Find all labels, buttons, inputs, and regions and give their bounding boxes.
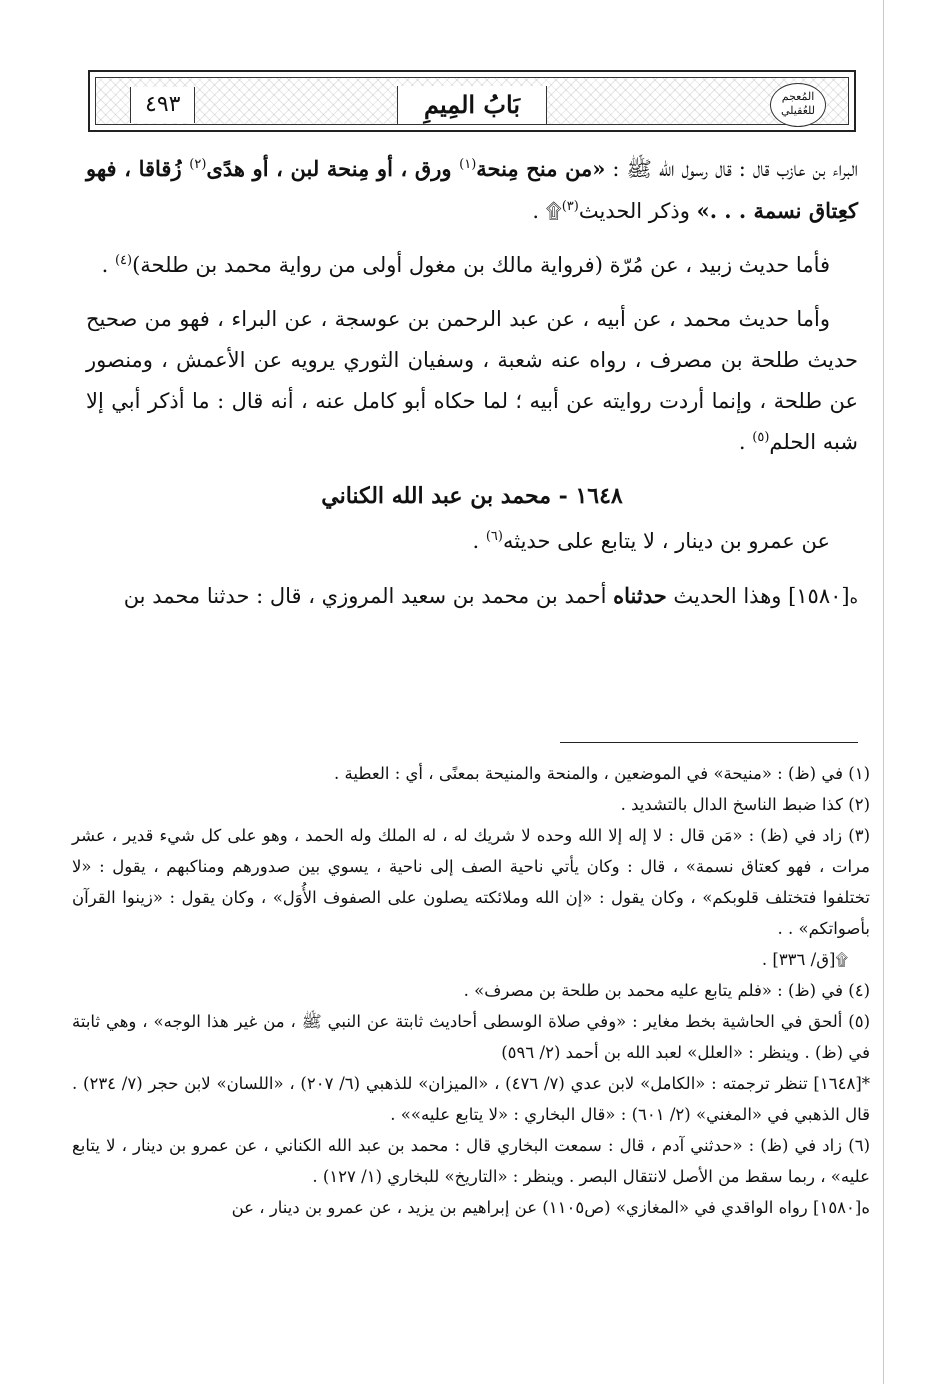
footnote-ref: (١)	[459, 157, 477, 172]
footnote-ref: (٦)	[485, 529, 503, 544]
entry-heading: ١٦٤٨ - محمد بن عبد الله الكناني	[321, 483, 623, 509]
footnote-5: (٥) ألحق في الحاشية بخط مغاير : «وفي صلاة الوسطى أحاديث ثابتة عن النبي ﷺ ، من غير هذا الوجه» ، وهي ثابتة في (ظ) . وينظر : «العلل» لعبد الله بن أحمد (٢/ ٥٩٦)	[72, 1012, 870, 1062]
footnote-4: (٤) في (ظ) : «فلم يتابع عليه محمد بن طلحة بن مصرف» .	[463, 981, 870, 1000]
footnotes	[72, 758, 870, 1223]
paragraph-4: عن عمرو بن دينار ، لا يتابع على حديثه$^{(٦)}$ .	[472, 529, 830, 553]
footnote-2: (٢) كذا ضبط الناسخ الدال بالتشديد .	[620, 795, 870, 814]
footnote-1648: *[١٦٤٨] تنظر ترجمته : «الكامل» لابن عدي (٧/ ٤٧٦) ، «الميزان» للذهبي (٦/ ٢٠٧) ، «اللسان» لابن حجر (٧/ ٢٣٤) . قال الذهبي في «المغني» (٢/ ٦٠١) : «قال البخاري : «لا يتابع عليه»» .	[72, 1074, 871, 1124]
paragraph-3: وأما حديث محمد ، عن أبيه ، عن عبد الرحمن بن عوسجة ، عن البراء ، فهو من صحيح حديث طلحة بن مصرف ، رواه عنه شعبة ، وسفيان الثوري يرويه عن الأعمش ، ومنصور عن طلحة ، وإنما أردت روايته عن أبيه ؛ لما حكاه أبو كامل عنه ، أنه قال : ما أذكر أبي إلا شبه الحلم$^{(٥)}$ .	[86, 307, 858, 454]
page-number: ٤٩٣	[130, 87, 195, 123]
hadith-marker: ه	[849, 588, 858, 607]
footnote-separator	[560, 742, 858, 743]
footnote-ref: (٤)	[114, 253, 133, 268]
footnote-ref: (٣)	[561, 199, 579, 214]
chapter-title: بَابُ المِيمِ	[397, 86, 547, 124]
paragraph-5: ه[١٥٨٠] وهذا الحديث حدثناه أحمد بن محمد بن سعيد المروزي ، قال : حدثنا محمد بن	[123, 583, 858, 608]
paragraph-1: البراء بن عازب قال : قال رسول الله ﷺ : «من منح مِنحة$^{(١)}$ ورق ، أو مِنحة لبن ، أو هدًى$^{(٢)}$ زُقاقا ، فهو كعِتاق نسمة . . .» وذكر الحديث$^{(٣)}$۩ .	[86, 156, 859, 223]
header-ornament-frame	[95, 77, 849, 125]
paragraph-2: فأما حديث زبيد ، عن مُرّة (فرواية مالك بن مغول أولى من رواية محمد بن طلحة)$^{(٤)}$ .	[101, 253, 830, 277]
footnote-6: (٦) زاد في (ظ) : «حدثني آدم ، قال : سمعت البخاري قال : محمد بن عبد الله الكناني ، عن عمرو بن دينار ، لا يتابع عليه» ، ربما سقط من الأصل لانتقال البصر . وينظر : «التاريخ» للبخاري (١/ ١٢٧) .	[72, 1136, 870, 1186]
page-header	[88, 70, 856, 132]
footnote-3-page-ref: ۩[ق/ ٣٣٦] .	[761, 950, 848, 969]
page-edge-line	[883, 0, 884, 1384]
footnote-ref: (٢)	[189, 157, 207, 172]
footnote-3: (٣) زاد في (ظ) : «مَن قال : لا إله إلا الله وحده لا شريك له ، له الملك وله الحمد ، وهو على كل شيء قدير ، عشر مرات ، فهو كعتاق نسمة» ، قال : وكان يأتي ناحية الصف إلى ناحية ، يسوي بين صدورهم ومناكبهم ، يقول : «لا تختلفوا فتختلف قلوبكم» ، وكان يقول : «إن الله وملائكته يصلون على الصفوف الأُوَل» ، وكان يقول : «زينوا القرآن بأصواتكم» . .	[72, 826, 870, 938]
footnote-1580: ه[١٥٨٠] رواه الواقدي في «المغازي» (ص١١٠٥) عن إبراهيم بن يزيد ، عن عمرو بن دينار ، عن	[231, 1198, 870, 1217]
footnote-1: (١) في (ظ) : «منيحة» في الموضعين ، والمنحة والمنيحة بمعنًى ، أي : العطية .	[334, 764, 870, 783]
book-logo: المُعجم للعُقيلي	[770, 83, 826, 127]
main-text	[86, 148, 858, 631]
footnote-ref: (٥)	[752, 430, 770, 445]
